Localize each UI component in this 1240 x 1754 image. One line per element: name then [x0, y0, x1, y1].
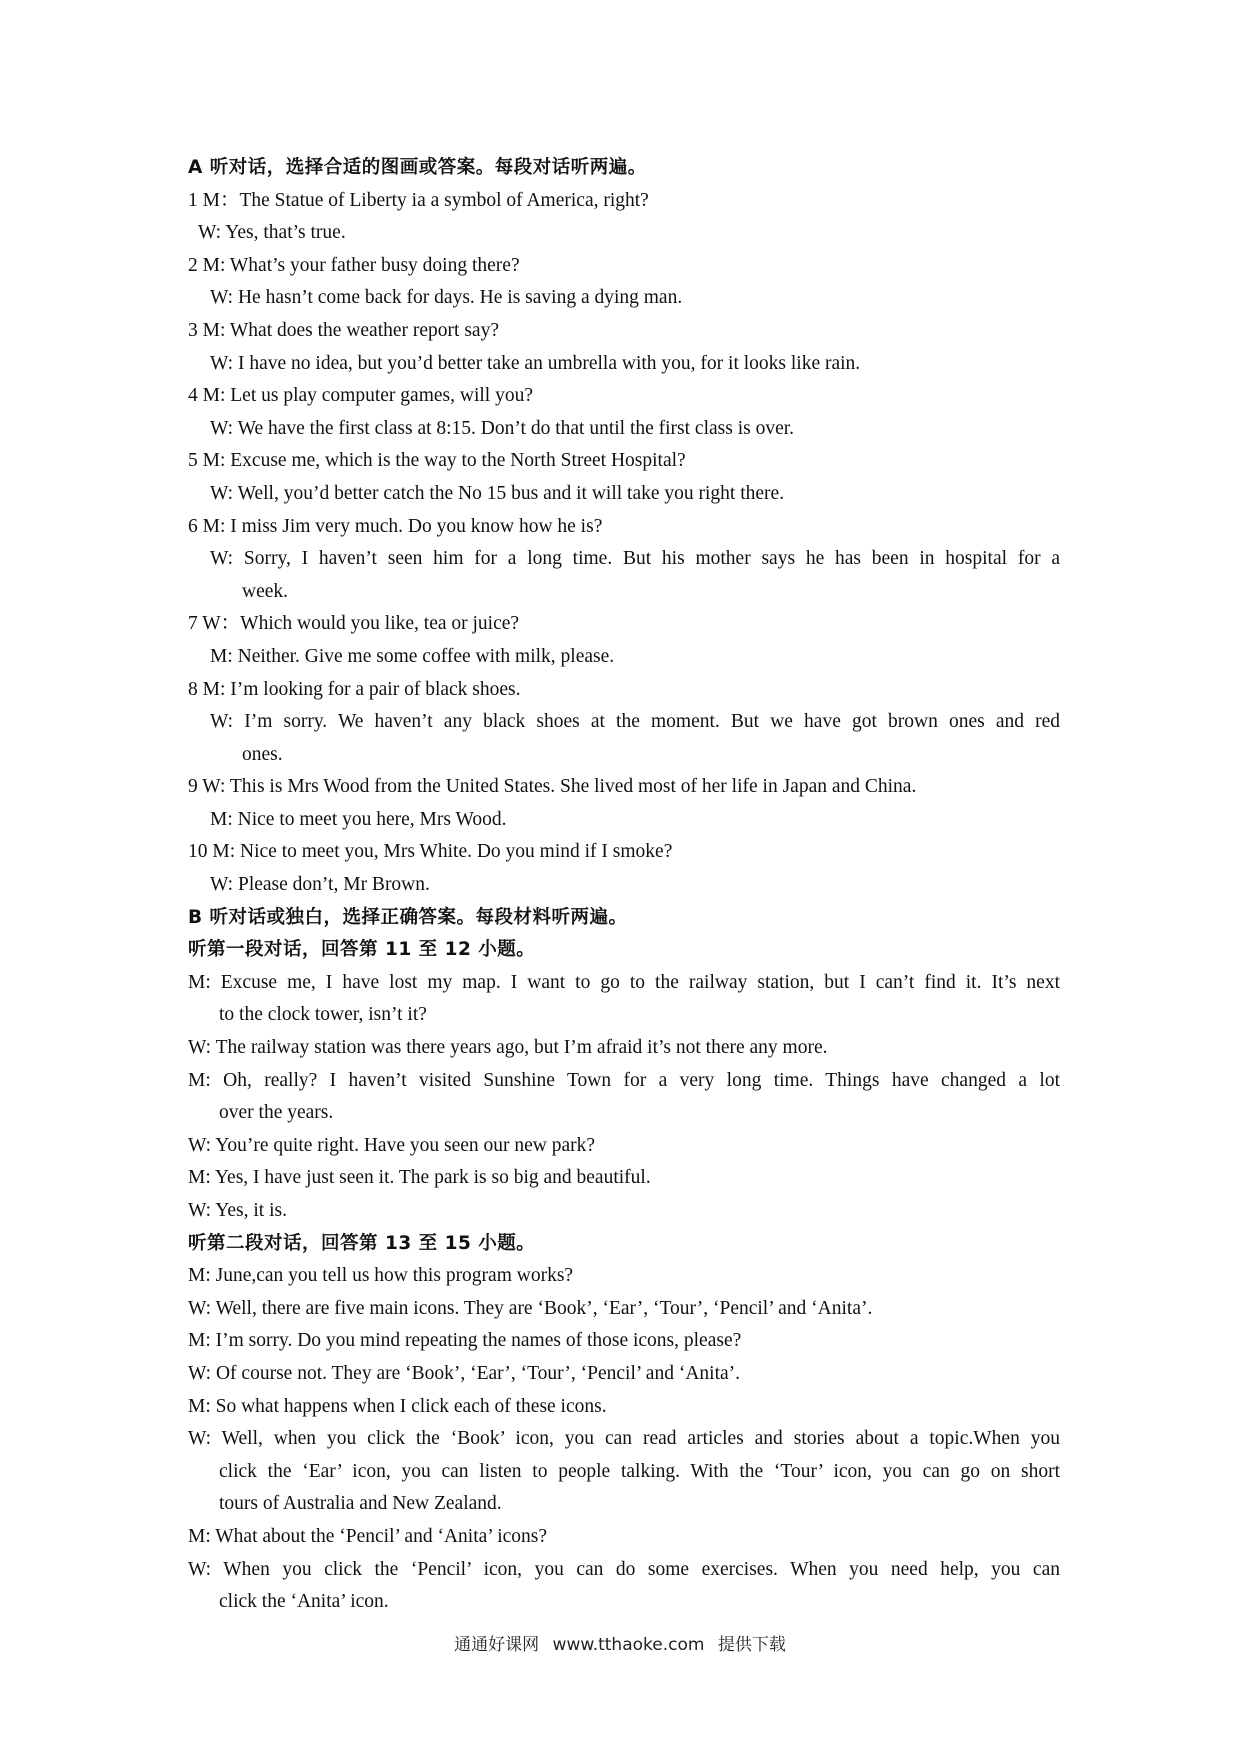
dialogue-line: W: Well, you’d better catch the No 15 bus and it will take you right there.: [210, 482, 785, 504]
dialogue-line-continued: to the clock tower, isn’t it?: [219, 1004, 427, 1026]
document-body: [188, 152, 1060, 1619]
dialogue-line: W: The railway station was there years ago, but I’m afraid it’s not there any more.: [188, 1037, 828, 1059]
dialogue-line: W: You’re quite right. Have you seen our new park?: [188, 1134, 596, 1156]
dialogue-line: 10 M: Nice to meet you, Mrs White. Do you mind if I smoke?: [188, 841, 673, 863]
dialogue-line: M: Neither. Give me some coffee with milk, please.: [210, 645, 615, 667]
dialogue-line: 4 M: Let us play computer games, will you?: [188, 385, 533, 407]
dialogue-line: W: I’m sorry. We haven’t any black shoes at the moment. But we have got brown ones and red: [210, 711, 1060, 733]
dialogue-line-continued: ones.: [242, 743, 283, 765]
dialogue-line: W: Well, when you click the ‘Book’ icon, you can read articles and stories about a topic.When you: [188, 1428, 1060, 1450]
dialogue-line: W: Yes, that’s true.: [198, 222, 346, 244]
section-b-heading: B 听对话或独白，选择正确答案。每段材料听两遍。: [188, 906, 628, 928]
dialogue-line: M: What about the ‘Pencil’ and ‘Anita’ icons?: [188, 1525, 548, 1547]
dialogue-line: W: Well, there are five main icons. They are ‘Book’, ‘Ear’, ‘Tour’, ‘Pencil’ and ‘Anita’.: [188, 1297, 873, 1319]
section-a-heading: A 听对话，选择合适的图画或答案。每段对话听两遍。: [188, 157, 647, 178]
dialogue-line: W: He hasn’t come back for days. He is saving a dying man.: [210, 287, 683, 309]
dialogue-line: M: So what happens when I click each of these icons.: [188, 1395, 607, 1417]
dialogue-line: W: We have the first class at 8:15. Don’t do that until the first class is over.: [210, 417, 795, 439]
footer-site-name: 通通好课网: [454, 1635, 540, 1655]
dialogue-line: W: Sorry, I haven’t seen him for a long time. But his mother says he has been in hospital for a: [210, 548, 1060, 570]
dialogue-line-continued: over the years.: [219, 1102, 334, 1124]
dialogue-line: 2 M: What’s your father busy doing there?: [188, 254, 520, 276]
page-footer: [0, 1630, 1240, 1655]
dialogue-line-continued: week.: [242, 580, 289, 602]
dialogue-line: W: Yes, it is.: [188, 1200, 287, 1221]
dialogue-line: M: I’m sorry. Do you mind repeating the names of those icons, please?: [188, 1330, 742, 1352]
footer-suffix: 提供下载: [717, 1635, 786, 1655]
dialogue-line: W: Please don’t, Mr Brown.: [210, 874, 430, 896]
dialogue-line: M: June,can you tell us how this program works?: [188, 1265, 574, 1287]
dialogue-line: M: Excuse me, I have lost my map. I want to go to the railway station, but I can’t find it. It’s next: [188, 971, 1060, 993]
dialogue-line: M: Nice to meet you here, Mrs Wood.: [210, 808, 507, 830]
dialogue-line: M: Oh, really? I haven’t visited Sunshine Town for a very long time. Things have changed a lot: [188, 1069, 1060, 1091]
part-1-heading: 听第一段对话，回答第 11 至 12 小题。: [188, 939, 536, 961]
dialogue-line-continued: tours of Australia and New Zealand.: [219, 1493, 502, 1515]
dialogue-line: 3 M: What does the weather report say?: [188, 319, 499, 341]
dialogue-line: 8 M: I’m looking for a pair of black shoes.: [188, 678, 521, 700]
dialogue-line: 6 M: I miss Jim very much. Do you know how he is?: [188, 515, 603, 537]
dialogue-line-continued: click the ‘Ear’ icon, you can listen to people talking. With the ‘Tour’ icon, you can go on short: [219, 1460, 1060, 1482]
dialogue-line: 9 W: This is Mrs Wood from the United States. She lived most of her life in Japan and China.: [188, 776, 917, 798]
dialogue-line: 1 M：The Statue of Liberty ia a symbol of America, right?: [188, 189, 649, 211]
dialogue-line: W: I have no idea, but you’d better take an umbrella with you, for it looks like rain.: [210, 352, 861, 374]
dialogue-line: W: When you click the ‘Pencil’ icon, you can do some exercises. When you need help, you can: [188, 1558, 1060, 1580]
dialogue-line: 5 M: Excuse me, which is the way to the North Street Hospital?: [188, 450, 686, 472]
dialogue-line-continued: click the ‘Anita’ icon.: [219, 1591, 389, 1613]
dialogue-line: W: Of course not. They are ‘Book’, ‘Ear’, ‘Tour’, ‘Pencil’ and ‘Anita’.: [188, 1362, 741, 1384]
dialogue-line: M: Yes, I have just seen it. The park is so big and beautiful.: [188, 1167, 651, 1189]
part-2-heading: 听第二段对话，回答第 13 至 15 小题。: [188, 1232, 536, 1254]
footer-url: www.tthaoke.com: [552, 1635, 705, 1655]
dialogue-line: 7 W：Which would you like, tea or juice?: [188, 613, 520, 635]
